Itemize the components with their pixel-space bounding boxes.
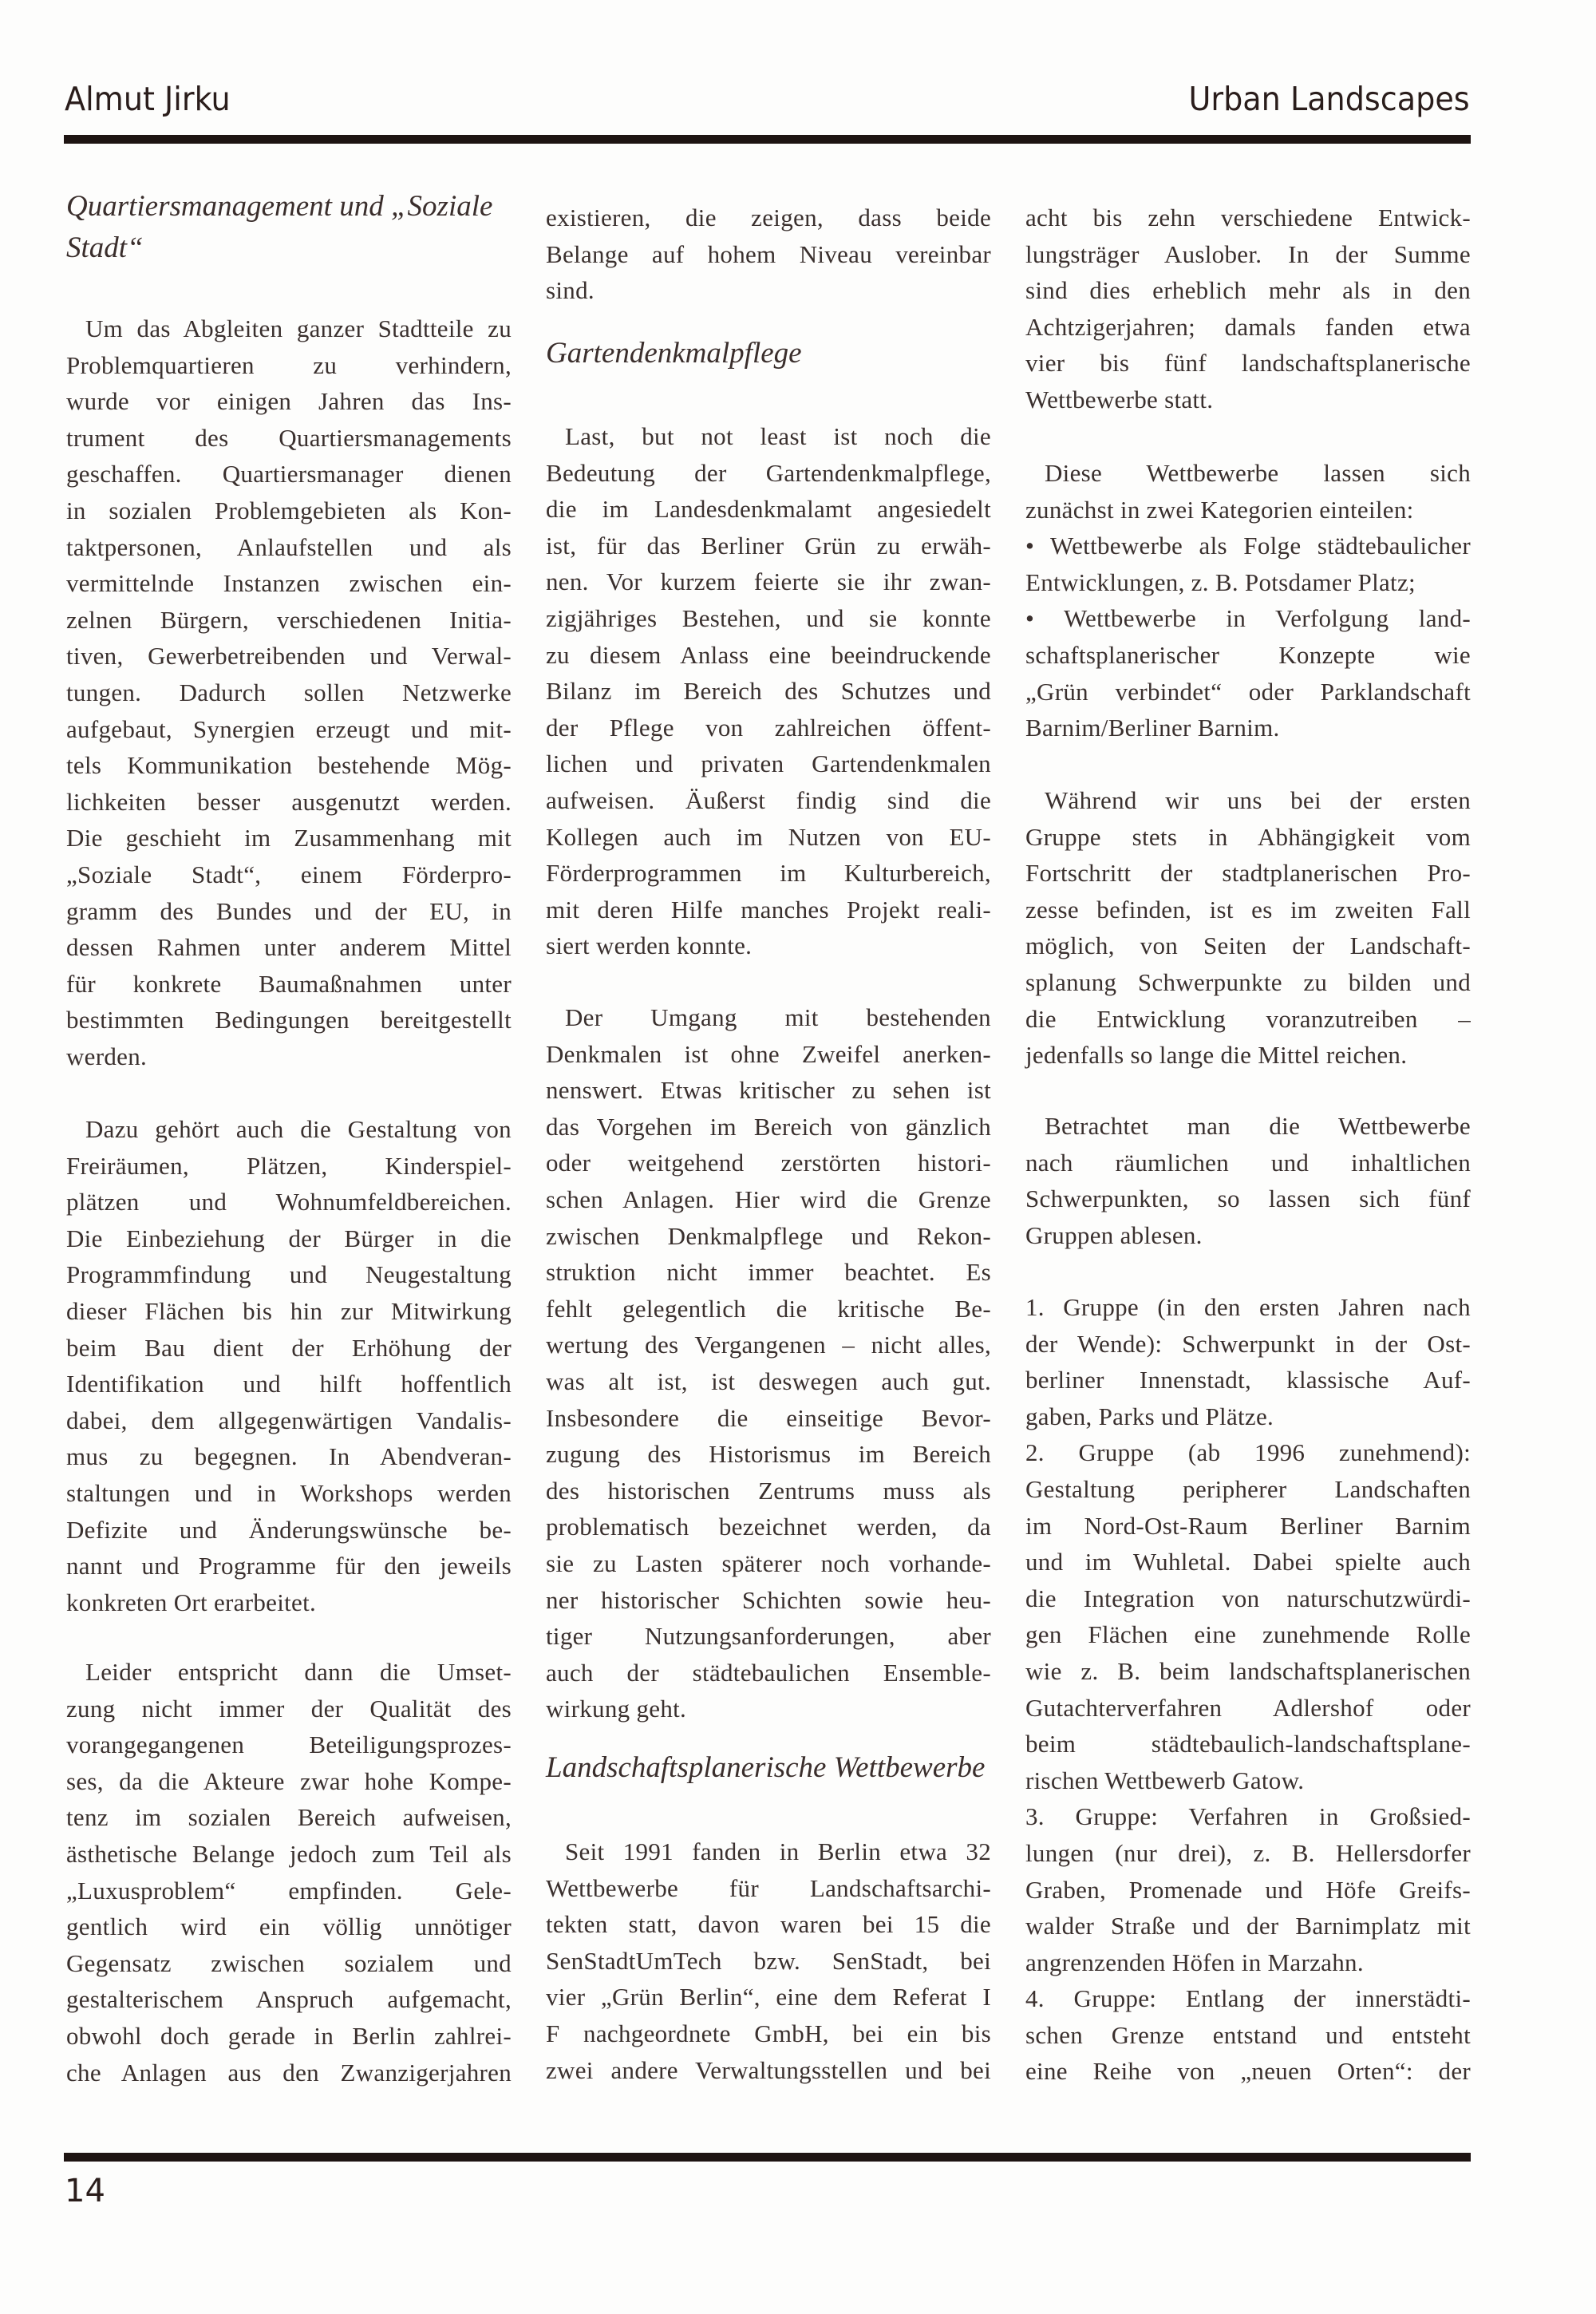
text-line: Insbesondere die einseitige Bevor- [546,1403,991,1432]
text-line: Bilanz im Bereich des Schutzes und [546,677,991,706]
paragraph [1025,1108,1471,1253]
text-line: taktpersonen, Anlaufstellen und als [66,532,512,561]
text-line: möglich, von Seiten der Landschaft- [1025,932,1471,960]
text-line: das Vorgehen im Bereich von gänzlich [546,1112,991,1141]
text-line: Wettbewerbe für Landschaftsarchi- [546,1873,991,1902]
text-line: Förderprogrammen im Kulturbereich, [546,859,991,888]
page-number: 14 [65,2173,105,2209]
text-line: Bedeutung der Gartendenkmalpflege, [546,458,991,487]
text-line: wertung des Vergangenen – nicht alles, [546,1331,991,1359]
text-line: lungsträger Auslober. In der Summe [1025,239,1471,268]
text-line: nenswert. Etwas kritischer zu sehen ist [546,1076,991,1105]
text-line: tungen. Dadurch sollen Netzwerke [66,678,512,706]
text-line: vier bis fünf landschaftsplanerische [1025,349,1471,378]
text-line: schen Grenze entstand und entsteht [1025,2020,1471,2049]
text-line: gaben, Parks und Plätze. [1025,1402,1274,1430]
text-line: für konkrete Baumaßnahmen unter [66,969,512,998]
footer-rule [64,2153,1471,2162]
text-line: Gutachterverfahren Adlershof oder [1025,1693,1471,1722]
text-line: geschaffen. Quartiersmanager dienen [66,460,512,489]
paragraph [546,200,991,309]
text-line: Schwerpunkten, so lassen sich fünf [1025,1185,1471,1213]
text-line: Defizite und Änderungswünsche be- [66,1515,512,1544]
text-line: konkreten Ort erarbeitet. [66,1588,317,1616]
text-line: Denkmalen ist ohne Zweifel anerken- [546,1039,991,1068]
text-line: eine Reihe von „neuen Orten“: der [1025,2057,1471,2086]
text-line: zelnen Bürgern, verschiedenen Initia- [66,605,512,634]
text-line: • Wettbewerbe als Folge städtebaulicher [1025,532,1471,560]
text-line: gramm des Bundes und der EU, in [66,896,512,925]
text-line: SenStadtUmTech bzw. SenStadt, bei [546,1946,991,1975]
text-line: jedenfalls so lange die Mittel reichen. [1025,1041,1408,1070]
heading-line: Landschaftsplanerische Wettbewerbe [546,1751,986,1784]
text-line: tekten statt, davon waren bei 15 die [546,1910,991,1939]
text-line: angrenzenden Höfen in Marzahn. [1025,1948,1364,1976]
text-line: zesse befinden, ist es im zweiten Fall [1025,895,1471,924]
text-line: nen. Vor kurzem feierte sie ihr zwan- [546,568,991,596]
text-line: lichen und privaten Gartendenkmalen [546,750,991,778]
text-line: Barnim/Berliner Barnim. [1025,714,1280,742]
paragraph [66,1654,512,2091]
text-line: existieren, die zeigen, dass beide [546,204,991,231]
text-line: Programmfindung und Neugestaltung [66,1260,512,1289]
text-line: Gruppe stets in Abhängigkeit vom [1025,822,1471,851]
paragraph [66,311,512,1074]
text-line: Die geschieht im Zusammenhang mit [66,824,512,852]
text-line: lungen (nur drei), z. B. Hellersdorfer [1025,1838,1471,1867]
text-line: zigjähriges Bestehen, und sie konnte [546,603,991,632]
text-line: aufweisen. Äußerst findig sind die [546,785,991,814]
text-line: 2. Gruppe (ab 1996 zunehmend): [1025,1438,1471,1467]
text-column-3 [1025,0,1471,2115]
text-line: staltungen und in Workshops werden [66,1478,512,1507]
text-line: F nachgeordnete GmbH, bei ein bis [546,2019,991,2047]
text-line: in sozialen Problemgebieten als Kon- [66,496,512,524]
text-line: Seit 1991 fanden in Berlin etwa 32 [565,1837,991,1865]
text-line: werden. [66,1042,148,1070]
text-line: Wettbewerbe statt. [1025,385,1214,413]
text-line: acht bis zehn verschiedene Entwick- [1025,204,1471,231]
paragraph [546,999,991,1727]
text-line: walder Straße und der Barnimplatz mit [1025,1912,1471,1940]
text-line: „Grün verbindet“ oder Parklandschaft [1025,677,1471,706]
paragraph [1025,200,1471,418]
text-line: dieser Flächen bis hin zur Mitwirkung [66,1296,512,1325]
text-line: dessen Rahmen unter anderem Mittel [66,933,512,962]
text-line: gentlich wird ein völlig unnötiger [66,1913,512,1941]
text-line: 4. Gruppe: Entlang der innerstädti- [1025,1984,1471,2013]
section-heading [546,1747,991,1789]
text-line: problematisch bezeichnet werden, da [546,1513,991,1541]
text-line: zwei andere Verwaltungsstellen und bei [546,2055,991,2084]
text-line: Belange auf hohem Niveau vereinbar [546,239,991,268]
paragraph [1025,782,1471,1074]
text-line: ner historischer Schichten sowie heu- [546,1585,991,1614]
text-line: sind dies erheblich mehr als in den [1025,276,1471,305]
text-line: der Pflege von zahlreichen öffent- [546,713,991,742]
text-line: tiger Nutzungsanforderungen, aber [546,1622,991,1651]
text-line: nannt und Programme für den jeweils [66,1552,512,1580]
text-line: Um das Abgleiten ganzer Stadtteile zu [85,314,512,342]
text-line: wurde vor einigen Jahren das Ins- [66,387,512,416]
text-line: • Wettbewerbe in Verfolgung land- [1025,604,1471,633]
text-line: Last, but not least ist noch die [565,422,991,450]
text-line: sind. [546,276,595,305]
text-line: zung nicht immer der Qualität des [66,1694,512,1723]
text-line: ses, da die Akteure zwar hohe Kompe- [66,1766,512,1795]
text-column-1 [66,0,512,2115]
heading-line: Quartiersmanagement und „Soziale [66,190,493,223]
text-line: tenz im sozialen Bereich aufweisen, [66,1803,512,1832]
text-line: Kollegen auch im Nutzen von EU- [546,822,991,851]
text-line: Leider entspricht dann die Umset- [85,1658,512,1686]
paragraph [546,418,991,964]
text-line: rischen Wettbewerb Gatow. [1025,1766,1305,1794]
text-line: oder weitgehend zerstörten histori- [546,1149,991,1177]
text-line: Gegensatz zwischen sozialem und [66,1948,512,1977]
running-header-title: Urban Landscapes [1188,80,1470,118]
text-line: struktion nicht immer beachtet. Es [546,1258,991,1287]
text-line: wirkung geht. [546,1695,687,1723]
text-line: Die Einbeziehung der Bürger in die [66,1224,512,1252]
text-line: che Anlagen aus den Zwanzigerjahren [66,2058,512,2087]
text-line: die Integration von naturschutzwürdi- [1025,1584,1471,1612]
text-line: des historischen Zentrums muss als [546,1476,991,1505]
section-heading [66,186,512,269]
text-line: und im Wuhletal. Dabei spielte auch [1025,1548,1471,1576]
text-line: auch der städtebaulichen Ensemble- [546,1658,991,1687]
text-line: siert werden konnte. [546,932,753,960]
text-line: nach räumlichen und inhaltlichen [1025,1148,1471,1177]
text-line: im Nord-Ost-Raum Berliner Barnim [1025,1511,1471,1540]
text-line: vermittelnde Instanzen zwischen ein- [66,569,512,598]
text-line: fehlt gelegentlich die kritische Be- [546,1294,991,1323]
text-line: vier „Grün Berlin“, eine dem Referat I [546,1983,991,2011]
text-line: die Entwicklung voranzutreiben – [1025,1004,1471,1033]
text-line: Identifikation und hilft hoffentlich [66,1370,512,1398]
text-line: dabei, dem allgegenwärtigen Vandalis- [66,1406,512,1434]
text-line: tels Kommunikation bestehende Mög- [66,751,512,780]
text-line: obwohl doch gerade in Berlin zahlrei- [66,2021,512,2050]
text-line: aufgebaut, Synergien erzeugt und mit- [66,714,512,743]
text-line: Problemquartieren zu verhindern, [66,350,512,379]
text-line: der Wende): Schwerpunkt in der Ost- [1025,1329,1471,1358]
paragraph [66,1111,512,1620]
text-line: Freiräumen, Plätzen, Kinderspiel- [66,1151,512,1180]
text-line: splanung Schwerpunkte zu bilden und [1025,967,1471,996]
heading-line: Gartendenkmalpflege [546,337,802,370]
text-line: vorangegangenen Beteiligungsprozes- [66,1731,512,1759]
section-heading [546,333,991,374]
text-line: mit deren Hilfe manches Projekt reali- [546,895,991,924]
text-line: ist, für das Berliner Grün zu erwäh- [546,531,991,560]
text-line: Entwicklungen, z. B. Potsdamer Platz; [1025,568,1416,596]
text-line: ästhetische Belange jedoch zum Teil als [66,1839,512,1868]
text-line: trument des Quartiersmanagements [66,423,512,452]
text-line: gestalterischem Anspruch aufgemacht, [66,1985,512,2014]
text-line: Graben, Promenade und Höfe Greifs- [1025,1875,1471,1904]
text-line: berliner Innenstadt, klassische Auf- [1025,1366,1471,1394]
paragraph [546,1833,991,2088]
text-line: lichkeiten besser ausgenutzt werden. [66,787,512,816]
text-line: gen Flächen eine zunehmende Rolle [1025,1620,1471,1649]
running-header-author: Almut Jirku [65,80,231,118]
text-line: schen Anlagen. Hier wird die Grenze [546,1185,991,1213]
text-line: zunächst in zwei Kategorien einteilen: [1025,495,1414,524]
text-line: Dazu gehört auch die Gestaltung von [85,1115,512,1143]
text-line: sie zu Lasten späterer noch vorhande- [546,1549,991,1577]
text-line: Der Umgang mit bestehenden [565,1003,991,1031]
text-line: zwischen Denkmalpflege und Rekon- [546,1221,991,1250]
text-line: beim Bau dient der Erhöhung der [66,1333,512,1362]
text-line: Gruppen ablesen. [1025,1220,1203,1249]
text-line: bestimmten Bedingungen bereitgestellt [66,1006,512,1034]
text-line: wie z. B. beim landschaftsplanerischen [1025,1656,1471,1685]
numbered-list [1025,1289,1471,2090]
text-line: plätzen und Wohnumfeldbereichen. [66,1188,512,1216]
text-line: mus zu begegnen. In Abendveran- [66,1442,512,1471]
text-line: Diese Wettbewerbe lassen sich [1045,459,1471,487]
text-line: „Luxusproblem“ empfinden. Gele- [66,1876,512,1905]
text-line: die im Landesdenkmalamt angesiedelt [546,495,991,524]
text-column-2 [546,0,991,2115]
text-line: Betrachtet man die Wettbewerbe [1045,1112,1471,1140]
text-line: beim städtebaulich-landschaftsplane- [1025,1730,1471,1758]
text-line: „Soziale Stadt“, einem Förderpro- [66,860,512,888]
text-line: was alt ist, ist deswegen auch gut. [546,1367,991,1395]
text-line: Achtzigerjahren; damals fanden etwa [1025,312,1471,341]
heading-line: Stadt“ [66,231,144,264]
text-line: Gestaltung peripherer Landschaften [1025,1474,1471,1503]
text-line: 1. Gruppe (in den ersten Jahren nach [1025,1293,1471,1321]
text-line: schaftsplanerischer Konzepte wie [1025,640,1471,669]
text-line: 3. Gruppe: Verfahren in Großsied- [1025,1802,1471,1831]
text-line: Während wir uns bei der ersten [1045,786,1471,814]
text-line: tiven, Gewerbetreibenden und Verwal- [66,642,512,670]
text-line: zugung des Historismus im Bereich [546,1440,991,1469]
text-line: Fortschritt der stadtplanerischen Pro- [1025,859,1471,888]
text-line: zu diesem Anlass eine beeindruckende [546,640,991,669]
paragraph [1025,455,1471,746]
